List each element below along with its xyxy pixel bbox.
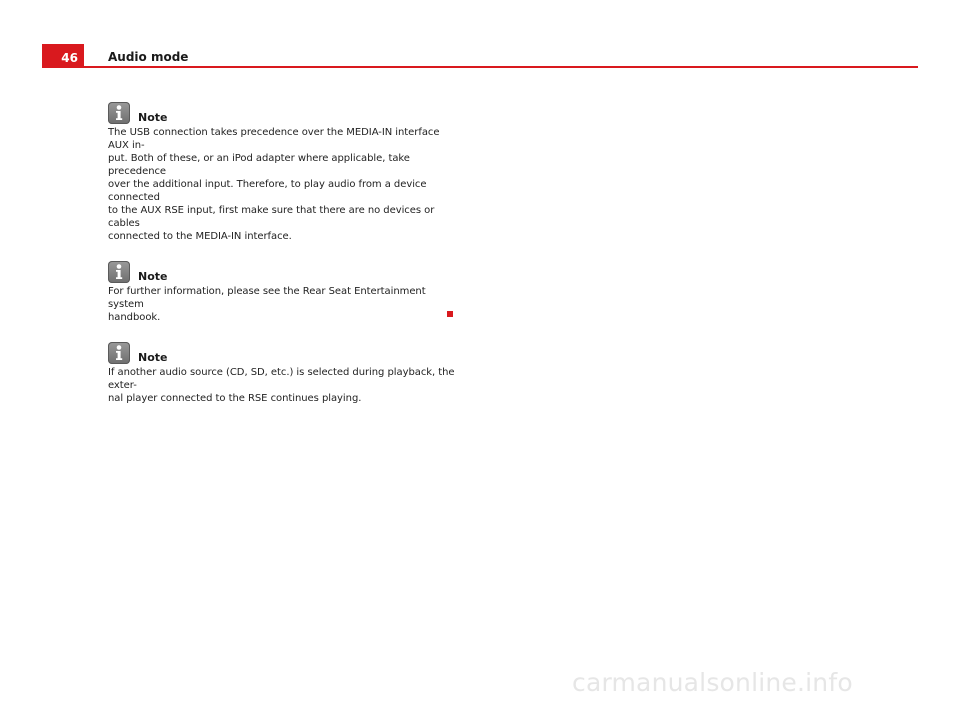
note-external-player xyxy=(108,340,460,405)
section-title: Audio mode xyxy=(108,50,189,64)
info-icon xyxy=(108,342,130,364)
note-body: If another audio source (CD, SD, etc.) is selected during playback, the exter- nal player connected to the RSE continues playing. xyxy=(108,367,455,404)
note-heading: Note xyxy=(138,111,168,124)
note-heading: Note xyxy=(138,351,168,364)
info-icon xyxy=(108,261,130,283)
note-body: The USB connection takes precedence over the MEDIA-IN interface AUX in- put. Both of these, or an iPod adapter where applicable, take precedence over the additional input. Therefore, to play audio from a device connected to the AUX RSE input, first make sure that there are no devices or cables connected to the MEDIA-IN interface. xyxy=(108,127,440,242)
note-body: For further information, please see the Rear Seat Entertainment system handbook. xyxy=(108,286,426,323)
note-header xyxy=(108,100,460,124)
info-icon xyxy=(108,102,130,124)
note-header xyxy=(108,340,460,364)
watermark: carmanualsonline.info xyxy=(572,668,853,697)
note-header xyxy=(108,259,460,283)
note-usb-precedence xyxy=(108,100,460,243)
note-rse-handbook xyxy=(108,259,460,324)
content-column xyxy=(108,100,460,421)
page-header xyxy=(42,44,918,68)
note-heading: Note xyxy=(138,270,168,283)
header-rule xyxy=(42,66,918,68)
page-number: 46 xyxy=(42,44,84,66)
section-end-marker xyxy=(447,311,453,317)
